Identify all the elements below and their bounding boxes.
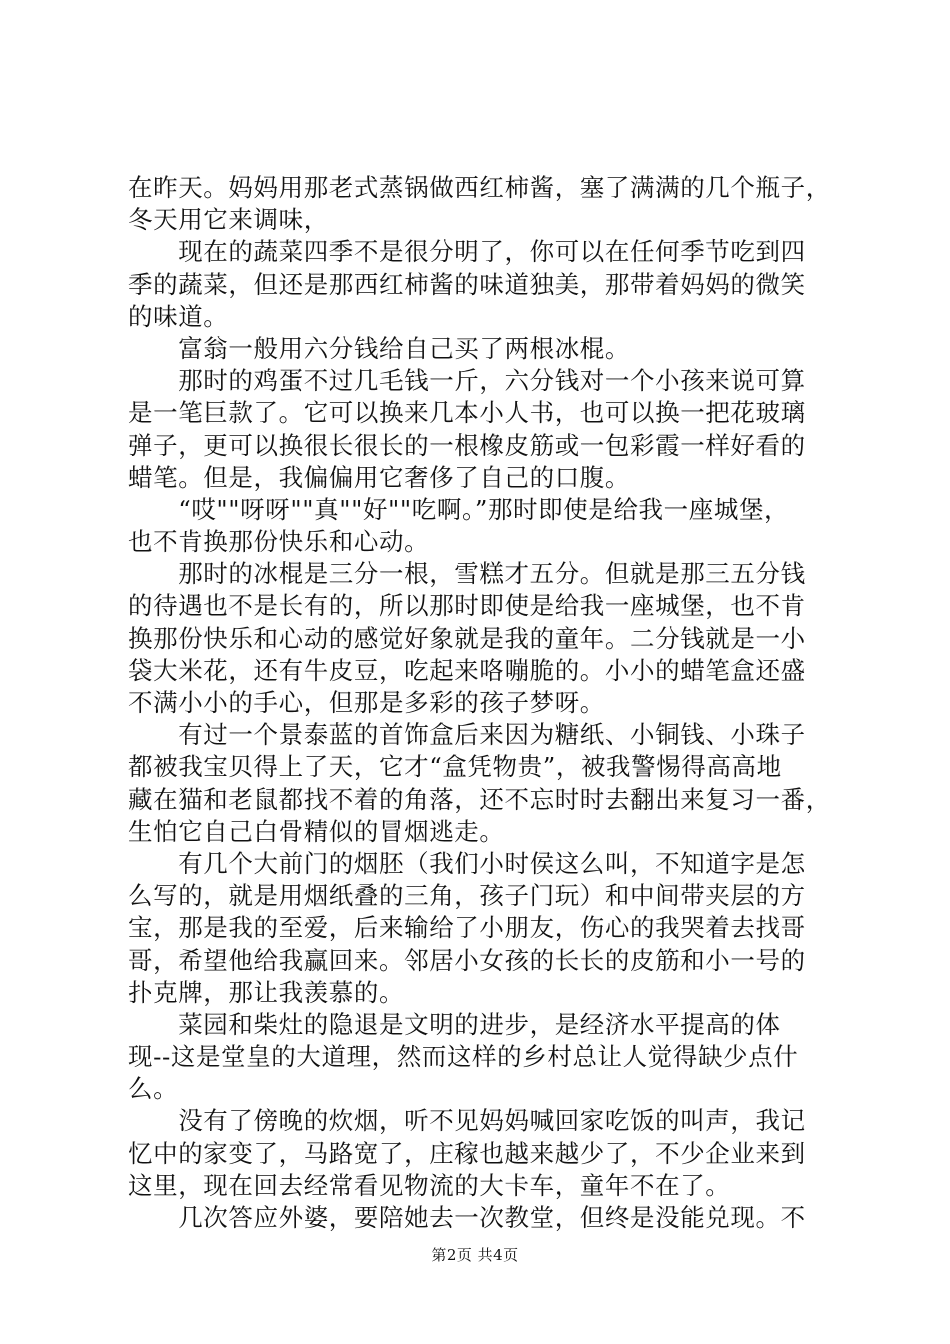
text-line: 这里，现在回去经常看见物流的大卡车，童年不在了。 [128,1170,731,1200]
text-line: 菜园和柴灶的隐退是文明的进步，是经济水平提高的体 [128,1009,781,1039]
text-line: 都被我宝贝得上了天，它才“盒凭物贵”，被我警惕得高高地 [128,752,782,782]
text-line: 有过一个景泰蓝的首饰盒后来因为糖纸、小铜钱、小珠子 [128,720,806,750]
text-line: 是一笔巨款了。它可以换来几本小人书，也可以换一把花玻璃 [128,398,806,428]
text-line: 季的蔬菜，但还是那西红柿酱的味道独美，那带着妈妈的微笑 [128,269,806,299]
text-line: 藏在猫和老鼠都找不着的角落，还不忘时时去翻出来复习一番， [128,784,831,814]
text-line: 那时的鸡蛋不过几毛钱一斤，六分钱对一个小孩来说可算 [128,366,806,396]
text-line: 生怕它自己白骨精似的冒烟逃走。 [128,816,505,846]
text-line: 没有了傍晚的炊烟，听不见妈妈喊回家吃饭的叫声，我记 [128,1106,806,1136]
text-line: 哥，希望他给我赢回来。邻居小女孩的长长的皮筋和小一号的 [128,945,806,975]
text-line: 那时的冰棍是三分一根，雪糕才五分。但就是那三五分钱 [128,559,806,589]
text-line: 的待遇也不是长有的，所以那时即使是给我一座城堡，也不肯 [128,591,806,621]
page-footer: 第2页 共4页 [431,1246,519,1264]
text-line: 现--这是堂皇的大道理，然而这样的乡村总让人觉得缺少点什 [128,1042,799,1072]
body-text [128,172,840,1234]
text-line: 富翁一般用六分钱给自己买了两根冰棍。 [128,333,630,363]
text-line: 弹子，更可以换很长很长的一根橡皮筋或一包彩霞一样好看的 [128,430,806,460]
text-line: 的味道。 [128,301,229,331]
text-line: “哎""呀呀""真""好""吃啊。”那时即使是给我一座城堡， [128,494,790,524]
text-line: 蜡笔。但是，我偏偏用它奢侈了自己的口腹。 [128,462,630,492]
text-line: 不满小小的手心，但那是多彩的孩子梦呀。 [128,688,605,717]
text-line: 也不肯换那份快乐和心动。 [128,527,430,557]
text-line: 么写的，就是用烟纸叠的三角，孩子门玩）和中间带夹层的方 [128,881,806,911]
text-line: 么。 [128,1074,179,1104]
text-line: 扑克牌，那让我羡慕的。 [128,977,405,1007]
text-line: 在昨天。妈妈用那老式蒸锅做西红柿酱，塞了满满的几个瓶子， [128,173,831,202]
text-line: 有几个大前门的烟胚（我们小时侯这么叫，不知道字是怎 [128,848,806,878]
text-line: 冬天用它来调味， [128,205,329,235]
text-line: 几次答应外婆，要陪她去一次教堂，但终是没能兑现。不 [128,1203,806,1232]
text-line: 袋大米花，还有牛皮豆，吃起来咯嘣脆的。小小的蜡笔盒还盛 [128,655,806,685]
text-line: 现在的蔬菜四季不是很分明了，你可以在任何季节吃到四 [128,237,806,267]
text-line: 换那份快乐和心动的感觉好象就是我的童年。二分钱就是一小 [128,623,806,653]
text-line: 忆中的家变了，马路宽了，庄稼也越来越少了，不少企业来到 [128,1138,806,1168]
text-line: 宝，那是我的至爱，后来输给了小朋友，伤心的我哭着去找哥 [128,913,806,943]
